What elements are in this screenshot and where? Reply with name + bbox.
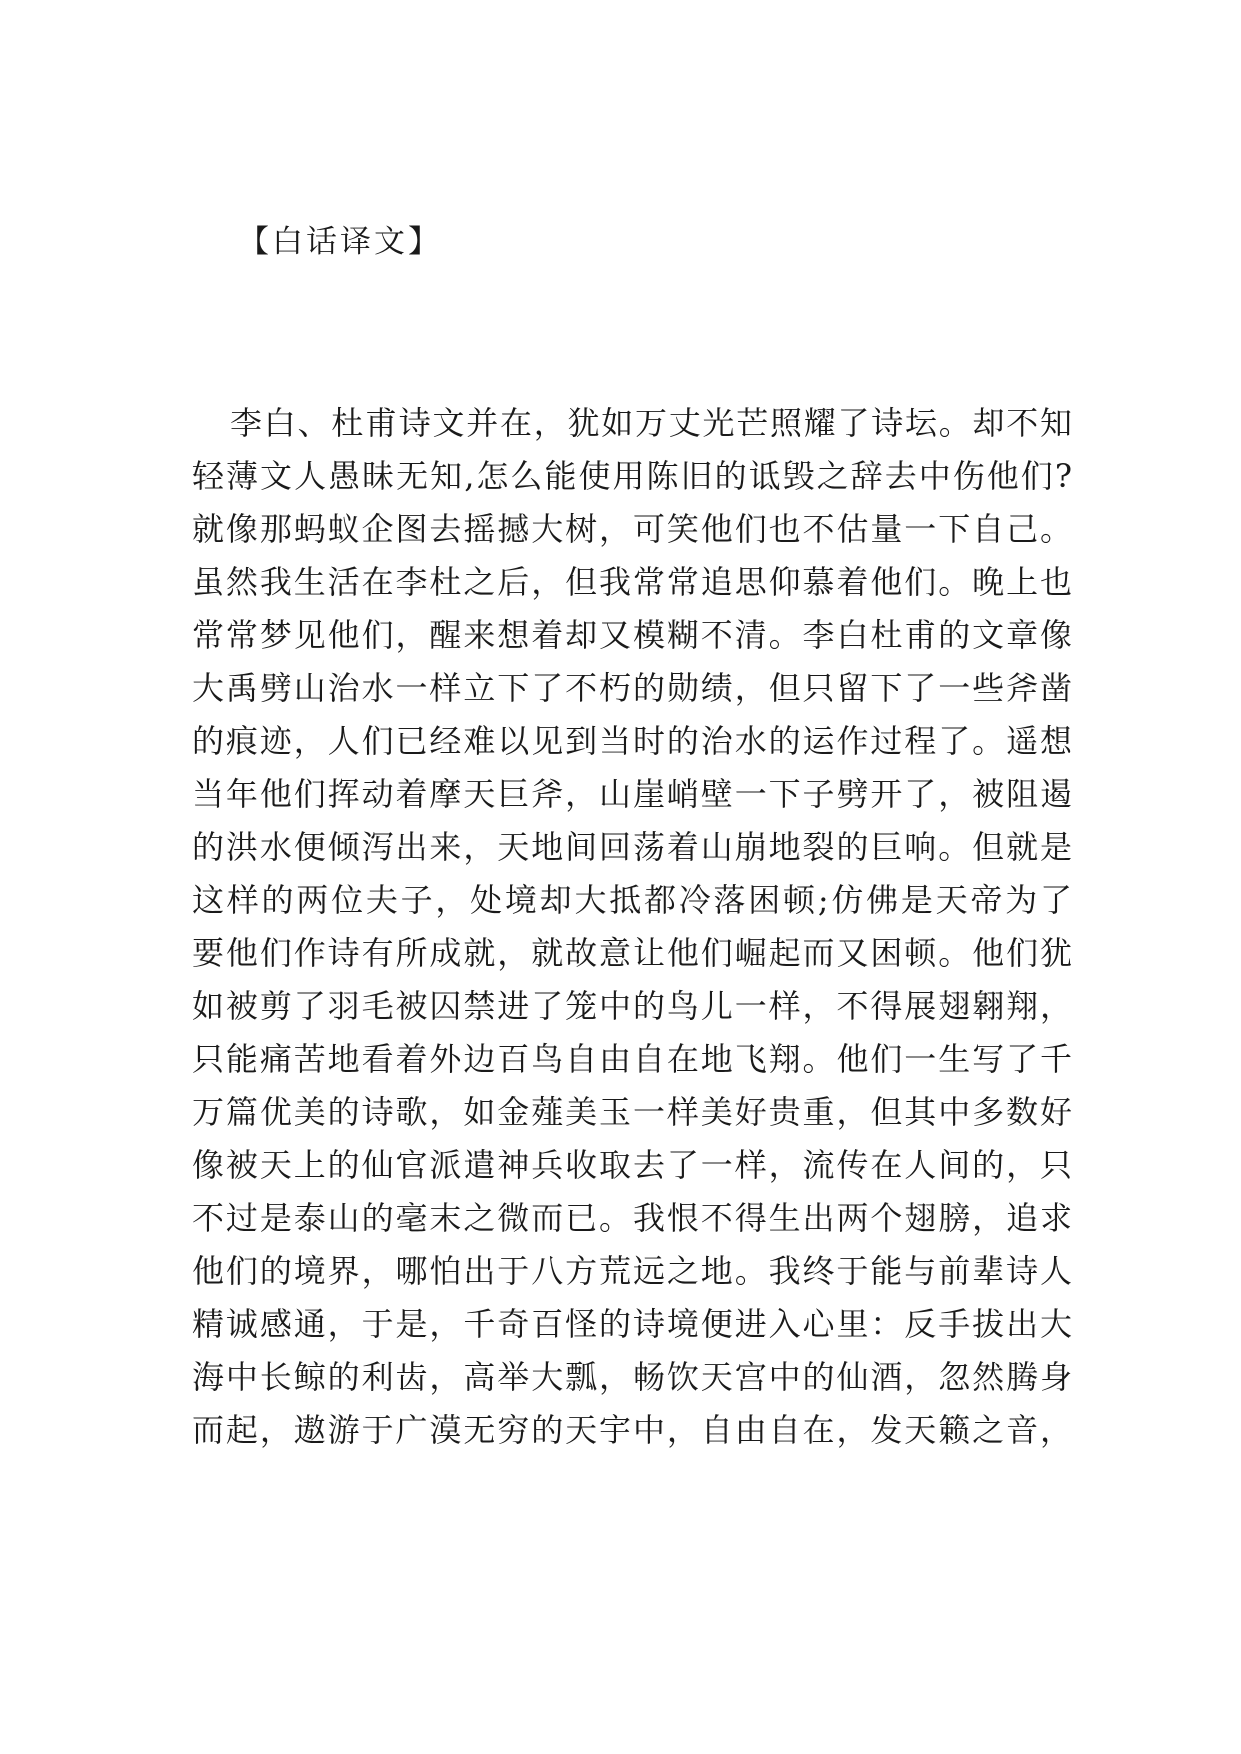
text-line: 精诚感通，于是，千奇百怪的诗境便进入心里：反手拔出大 <box>192 1305 1072 1343</box>
text-line: 像被天上的仙官派遣神兵收取去了一样，流传在人间的，只 <box>192 1146 1072 1184</box>
text-line: 的痕迹，人们已经难以见到当时的治水的运作过程了。遥想 <box>192 722 1072 760</box>
text-line: 如被剪了羽毛被囚禁进了笼中的鸟儿一样，不得展翅翱翔， <box>192 987 1072 1025</box>
text-line: 万篇优美的诗歌，如金薤美玉一样美好贵重，但其中多数好 <box>192 1093 1072 1131</box>
text-line: 李白、杜甫诗文并在，犹如万丈光芒照耀了诗坛。却不知 <box>230 404 1072 442</box>
text-line: 他们的境界，哪怕出于八方荒远之地。我终于能与前辈诗人 <box>192 1252 1072 1290</box>
text-line: 就像那蚂蚁企图去摇撼大树，可笑他们也不估量一下自己。 <box>192 510 1072 548</box>
text-line: 要他们作诗有所成就，就故意让他们崛起而又困顿。他们犹 <box>192 934 1072 972</box>
text-line: 的洪水便倾泻出来，天地间回荡着山崩地裂的巨响。但就是 <box>192 828 1072 866</box>
text-line: 当年他们挥动着摩天巨斧，山崖峭壁一下子劈开了，被阻遏 <box>192 775 1072 813</box>
text-line: 而起，遨游于广漠无穷的天宇中，自由自在，发天籁之音， <box>192 1411 1072 1449</box>
text-line: 不过是泰山的毫末之微而已。我恨不得生出两个翅膀，追求 <box>192 1199 1072 1237</box>
text-line: 海中长鲸的利齿，高举大瓢，畅饮天宫中的仙酒，忽然腾身 <box>192 1358 1072 1396</box>
translation-paragraph <box>192 397 1072 1457</box>
text-line: 虽然我生活在李杜之后，但我常常追思仰慕着他们。晚上也 <box>192 563 1072 601</box>
text-line: 只能痛苦地看着外边百鸟自由自在地飞翔。他们一生写了千 <box>192 1040 1072 1078</box>
section-heading: 【白话译文】 <box>238 224 442 260</box>
text-line: 大禹劈山治水一样立下了不朽的勋绩，但只留下了一些斧凿 <box>192 669 1072 707</box>
text-line: 常常梦见他们，醒来想着却又模糊不清。李白杜甫的文章像 <box>192 616 1072 654</box>
text-line: 轻薄文人愚昧无知,怎么能使用陈旧的诋毁之辞去中伤他们? <box>192 457 1072 495</box>
text-line: 这样的两位夫子，处境却大抵都冷落困顿;仿佛是天帝为了 <box>192 881 1072 919</box>
